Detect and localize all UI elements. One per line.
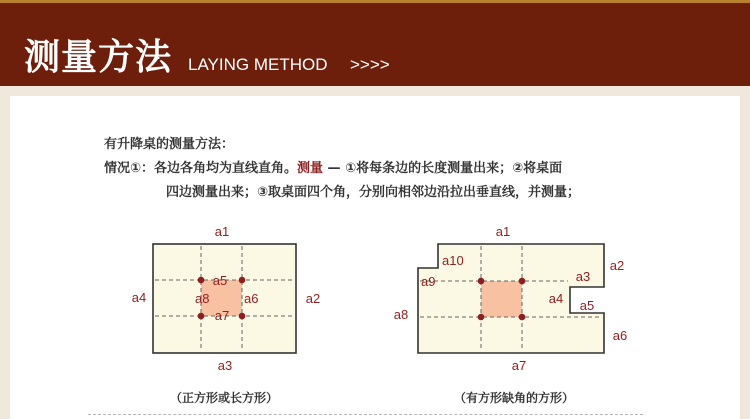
left-corner-dot	[198, 313, 205, 320]
left-label-a4: a4	[131, 290, 147, 305]
right-center-square	[481, 281, 522, 317]
left-corner-dot	[239, 277, 246, 284]
bottom-divider	[88, 414, 643, 415]
right-label-a8: a8	[393, 307, 409, 322]
left-label-a2: a2	[305, 291, 321, 306]
right-label-a3: a3	[575, 269, 591, 284]
intro-heading: 有升降桌的测量方法：	[104, 137, 235, 152]
left-caption: （正方形或长方形）	[169, 391, 279, 405]
right-caption: （有方形缺角的方形）	[453, 391, 575, 405]
right-label-a4: a4	[548, 291, 564, 306]
right-label-a2: a2	[609, 258, 625, 273]
intro-line-1-highlight: 测量	[297, 161, 324, 176]
left-label-a1: a1	[214, 224, 230, 239]
header-arrows: >>>>	[350, 55, 390, 74]
right-label-a9: a9	[421, 274, 436, 289]
right-corner-dot	[478, 314, 485, 321]
right-label-a7: a7	[511, 358, 527, 373]
right-corner-dot	[519, 314, 526, 321]
intro-line-1-suffix: — ①将每条边的长度测量出来；②将桌面	[323, 161, 563, 176]
left-label-a5: a5	[212, 273, 228, 288]
intro-line-1-prefix: 情况①：各边各角均为直线直角。	[104, 161, 298, 176]
intro-line-2: 四边测量出来；③取桌面四个角，分别向相邻边沿拉出垂直线，并测量；	[166, 185, 581, 200]
left-label-a6: a6	[244, 291, 259, 306]
right-label-a10: a10	[442, 253, 464, 268]
left-corner-dot	[239, 313, 246, 320]
right-label-a1: a1	[495, 224, 511, 239]
left-label-a3: a3	[217, 358, 233, 373]
diagram-right	[394, 224, 627, 405]
left-label-a7: a7	[214, 308, 230, 323]
right-label-a5: a5	[579, 298, 595, 313]
header-title-en: LAYING METHOD	[188, 55, 328, 74]
diagram-left	[132, 224, 320, 405]
left-label-a8: a8	[195, 291, 210, 306]
left-corner-dot	[198, 277, 205, 284]
right-corner-dot	[478, 278, 485, 285]
right-corner-dot	[519, 278, 526, 285]
header-title-cn: 测量方法	[24, 37, 173, 78]
right-label-a6: a6	[612, 328, 628, 343]
